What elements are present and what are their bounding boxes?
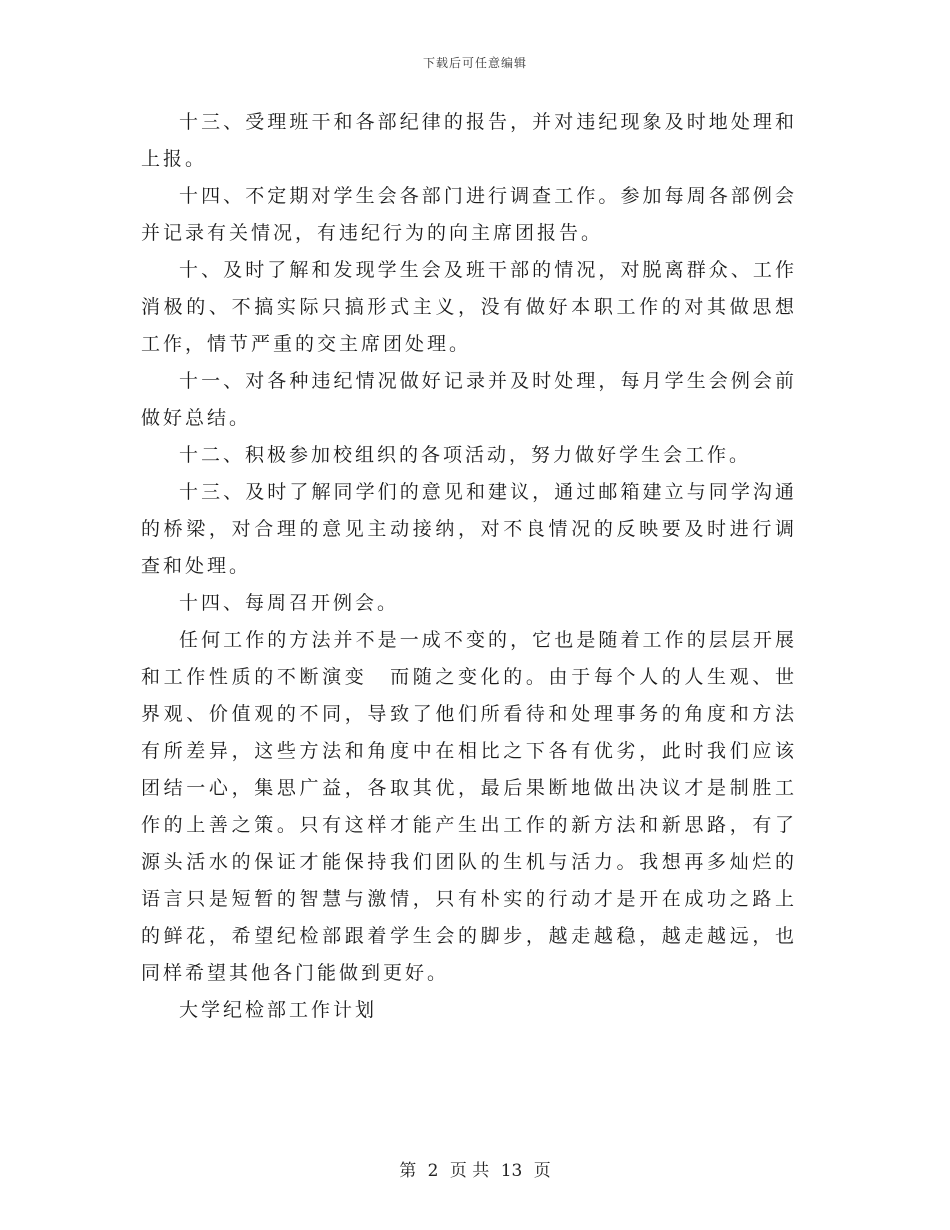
section-heading: 大学纪检部工作计划	[179, 999, 378, 1021]
footer-suffix: 页	[533, 1161, 551, 1181]
paragraph: 十三、受理班干和各部纪律的报告，并对违纪现象及时地处理和上报。	[141, 111, 797, 170]
footer-prefix: 第	[399, 1161, 417, 1181]
paragraph: 十二、积极参加校组织的各项活动，努力做好学生会工作。	[179, 444, 752, 466]
paragraph: 十、及时了解和发现学生会及班干部的情况，对脱离群众、工作消极的、不搞实际只搞形式主义，没有做好本职工作的对其做思想工作，情节严重的交主席团处理。	[141, 259, 797, 355]
paragraph: 十三、及时了解同学们的意见和建议，通过邮箱建立与同学沟通的桥梁，对合理的意见主动接纳，对不良情况的反映要及时进行调查和处理。	[141, 481, 797, 577]
footer-middle: 页 共	[449, 1161, 490, 1181]
paragraph: 十四、不定期对学生会各部门进行调查工作。参加每周各部例会并记录有关情况，有违纪行为的向主席团报告。	[141, 185, 797, 244]
paragraph: 十四、每周召开例会。	[179, 592, 400, 614]
page-footer	[0, 1156, 950, 1181]
current-page-number: 2	[427, 1161, 439, 1181]
paragraph: 任何工作的方法并不是一成不变的，它也是随着工作的层层开展和工作性质的不断演变 而随之变化的。由于每个人的人生观、世界观、价值观的不同，导致了他们所看待和处理事务的角度和方法有所差异，这些方法和角度中在相比之下各有优劣，此时我们应该团结一心，集思广益，各取其优，最后果断地做出决议才是制胜工作的上善之策。只有这样才能产生出工作的新方法和新思路，有了源头活水的保证才能保持我们团队的生机与活力。我想再多灿烂的语言只是短暂的智慧与激情，只有朴实的行动才是开在成功之路上的鲜花，希望纪检部跟着学生会的脚步，越走越稳，越走越远，也同样希望其他各门能做到更好。	[141, 629, 797, 984]
page-header-note: 下载后可任意编辑	[422, 56, 527, 70]
document-body	[141, 104, 797, 1029]
paragraph: 十一、对各种违纪情况做好记录并及时处理，每月学生会例会前做好总结。	[141, 370, 797, 429]
total-pages-number: 13	[500, 1161, 523, 1181]
